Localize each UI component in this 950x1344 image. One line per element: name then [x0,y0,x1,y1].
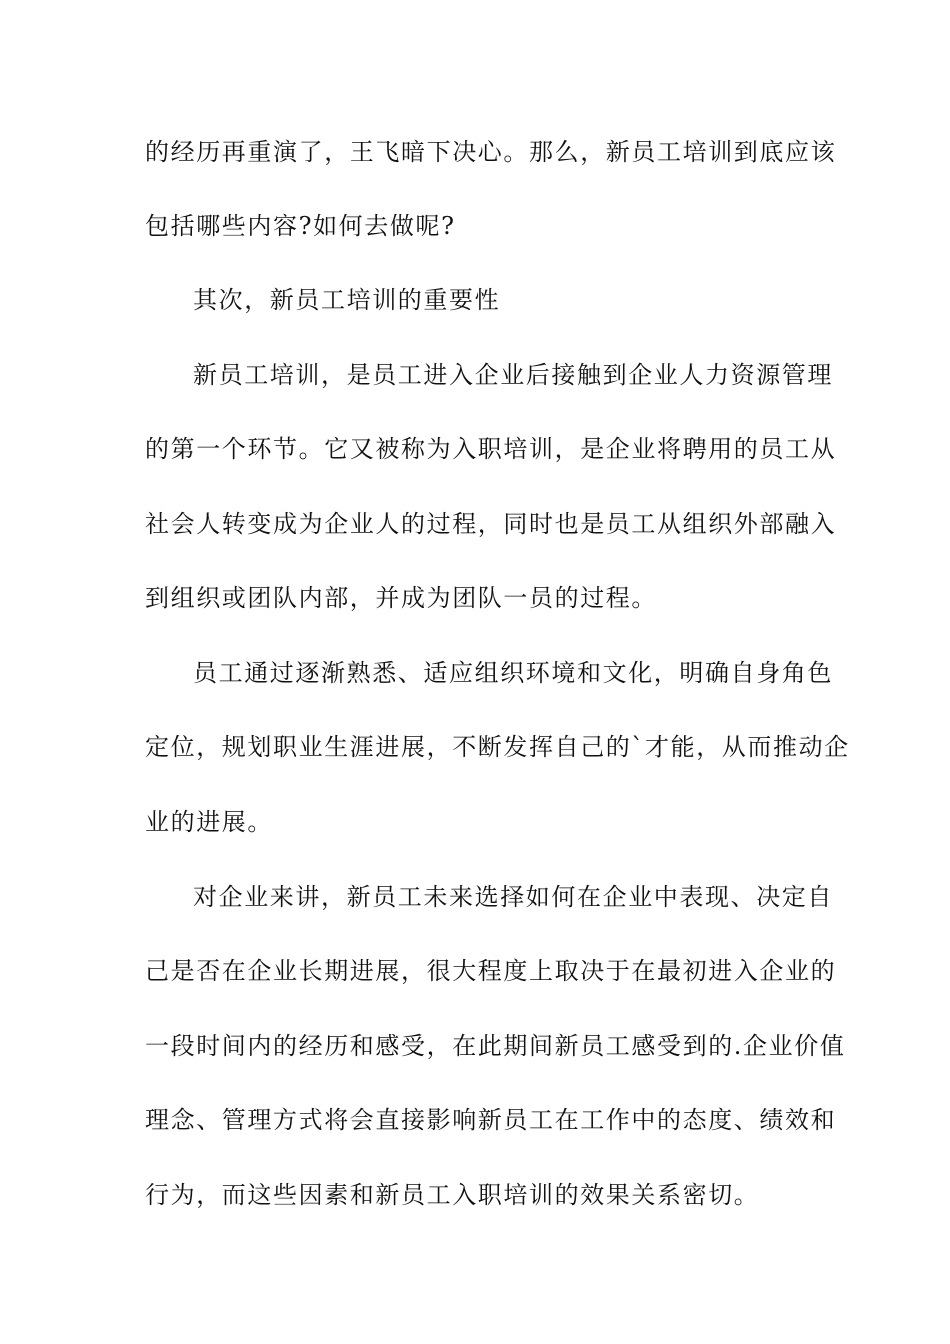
section-heading: 其次，新员工培训的重要性 [193,286,501,314]
paragraph-line: 的经历再重演了，王飞暗下决心。那么，新员工培训到底应该 [145,138,837,166]
paragraph-line: 理念、管理方式将会直接影响新员工在工作中的态度、绩效和 [145,1106,837,1134]
paragraph-line: 一段时间内的经历和感受，在此期间新员工感受到的.企业价值 [145,1032,846,1060]
paragraph-line: 业的进展。 [145,808,273,836]
paragraph-line: 员工通过逐渐熟悉、适应组织环境和文化，明确自身角色 [193,659,833,687]
paragraph-line: 定位，规划职业生涯进展，不断发挥自己的`才能，从而推动企 [145,733,850,761]
paragraph-line: 行为，而这些因素和新员工入职培训的效果关系密切。 [145,1181,760,1209]
paragraph-line: 包括哪些内容?如何去做呢? [145,212,456,240]
paragraph-line: 新员工培训，是员工进入企业后接触到企业人力资源管理 [193,361,833,389]
paragraph-line: 对企业来讲，新员工未来选择如何在企业中表现、决定自 [193,883,833,911]
paragraph-line: 己是否在企业长期进展，很大程度上取决于在最初进入企业的 [145,957,837,985]
paragraph-line: 到组织或团队内部，并成为团队一员的过程。 [145,584,657,612]
paragraph-line: 社会人转变成为企业人的过程，同时也是员工从组织外部融入 [145,510,837,538]
paragraph-line: 的第一个环节。它又被称为入职培训，是企业将聘用的员工从 [145,435,837,463]
